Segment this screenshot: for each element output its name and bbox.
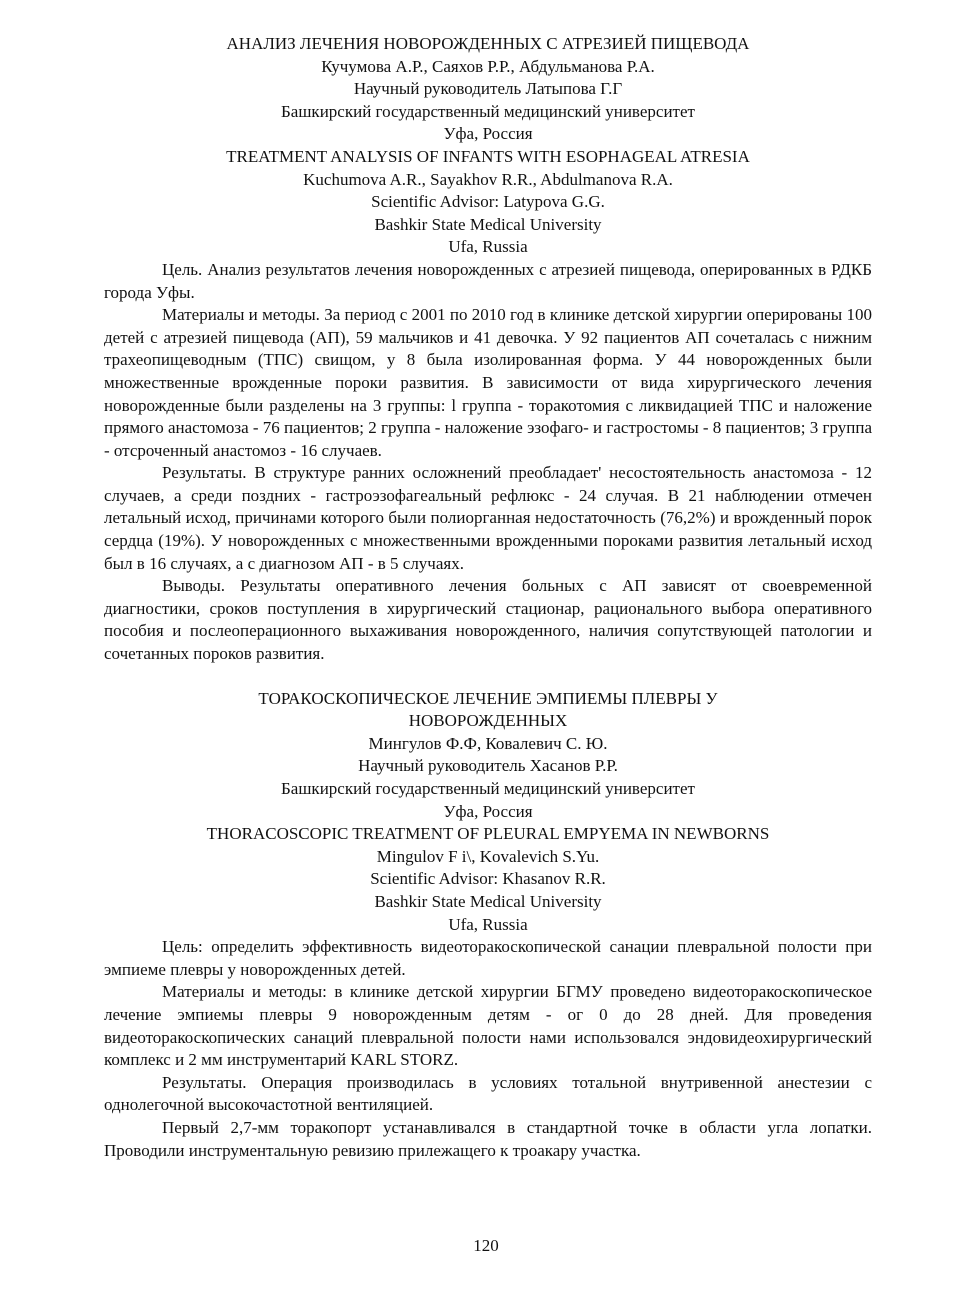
article-title-ru-line1: ТОРАКОСКОПИЧЕСКОЕ ЛЕЧЕНИЕ ЭМПИЕМЫ ПЛЕВРЫ У — [258, 688, 718, 708]
article-title-en: TREATMENT ANALYSIS OF INFANTS WITH ESOPHAGEAL ATRESIA — [226, 146, 750, 166]
city-en: Ufa, Russia — [448, 237, 528, 257]
university-ru: Башкирский государственный медицинский университет — [281, 101, 695, 121]
article-title-ru-line2: НОВОРОЖДЕННЫХ — [408, 711, 568, 731]
paragraph-results: Результаты. В структуре ранних осложнений преобладает' несостоятельность анастомоза - 12 случаев, а среди поздних - гастроэзофагеальный рефлюкс - 24 случая. В 21 наблюдении отмечен летальный исход, причинами которого были полиорганная недостаточность (76,2%) и врожденный порок сердца (19%). У новорожденных с множественными врожденными пороками развития летальный исход был в 16 случаях, а с диагнозом АП - в 5 случаях. — [104, 463, 872, 573]
city-ru: Уфа, Россия — [443, 124, 533, 144]
article-1 — [104, 33, 872, 666]
paragraph-results: Результаты. Операция производилась в условиях тотальной внутривенной анестезии с однолегочной высокочастотной вентиляцией. — [104, 1072, 872, 1115]
paragraph-methods: Материалы и методы. За период с 2001 по 2010 год в клинике детской хирургии оперированы 100 детей с атрезией пищевода (АП), 59 мальчиков и 41 девочка. У 92 пациентов АП сочеталась с нижним трахеопищеводным (ТПС) свищом, у 8 была изолированная форма. У 44 новорожденных были множественные врожденные пороки развития. В зависимости от вида хирургического лечения новорожденные были разделены на 3 группы: l группа - торакотомия с ликвидацией ТПС и наложение прямого анастомоза - 76 пациентов; 2 группа - наложение эзофаго- и гастростомы - 8 пациентов; 3 группа - отсроченный анастомоз - 16 случаев. — [104, 305, 872, 460]
university-ru: Башкирский государственный медицинский университет — [281, 779, 695, 798]
university-en: Bashkir State Medical University — [374, 891, 602, 911]
city-en: Ufa, Russia — [448, 914, 528, 934]
paragraph-aim: Цель: определить эффективность видеоторакоскопической санации плевральной полости при эмпиеме плевры у новорожденных детей. — [104, 937, 872, 979]
paragraph-conclusions: Выводы. Результаты оперативного лечения больных с АП зависят от своевременной диагностики, сроков поступления в хирургический стационар, рационального выбора оперативного пособия и послеоперационного выхаживания новорожденного, наличия сопутствующей патологии и сочетанных пороков развития. — [104, 576, 872, 664]
page-number: 120 — [473, 1236, 499, 1255]
document-page — [104, 33, 872, 1162]
city-ru: Уфа, Россия — [443, 801, 533, 821]
advisor-ru: Научный руководитель Хасанов Р.Р. — [358, 756, 618, 776]
authors-ru: Кучумова А.Р., Саяхов Р.Р., Абдульманова Р.А. — [321, 56, 655, 76]
advisor-en: Scientific Advisor: Latypova G.G. — [371, 192, 605, 212]
article-2 — [104, 688, 872, 1162]
article-separator — [104, 666, 872, 688]
authors-en: Mingulov F i\, Kovalevich S.Yu. — [376, 846, 600, 866]
authors-en: Kuchumova A.R., Sayakhov R.R., Abdulmanova R.A. — [303, 169, 673, 189]
article-title-ru: АНАЛИЗ ЛЕЧЕНИЯ НОВОРОЖДЕННЫХ С АТРЕЗИЕЙ ПИЩЕВОДА — [226, 34, 750, 53]
article-title-en: THORACOSCOPIC TREATMENT OF PLEURAL EMPYEMA IN NEWBORNS — [206, 824, 770, 844]
advisor-en: Scientific Advisor: Khasanov R.R. — [370, 869, 606, 889]
paragraph-procedure: Первый 2,7-мм торакопорт устанавливался в стандартной точке в области угла лопатки. Проводили инструментальную ревизию прилежащего к троакару участка. — [104, 1117, 872, 1160]
paragraph-aim: Цель. Анализ результатов лечения новорожденных с атрезией пищевода, оперированных в РДКБ города Уфы. — [104, 259, 872, 302]
authors-ru: Мингулов Ф.Ф, Ковалевич С. Ю. — [368, 733, 608, 753]
university-en: Bashkir State Medical University — [374, 214, 602, 234]
advisor-ru: Научный руководитель Латыпова Г.Г — [353, 79, 623, 99]
paragraph-methods: Материалы и методы: в клинике детской хирургии БГМУ проведено видеоторакоскопическое лечение эмпиемы плевры 9 новорожденным детям - ог 0 до 28 дней. Для проведения видеоторакоскопических санаций плевральной полости нами использовался эндовидеохирургический комплекс и 2 мм инструментарий KARL STORZ. — [104, 982, 872, 1070]
